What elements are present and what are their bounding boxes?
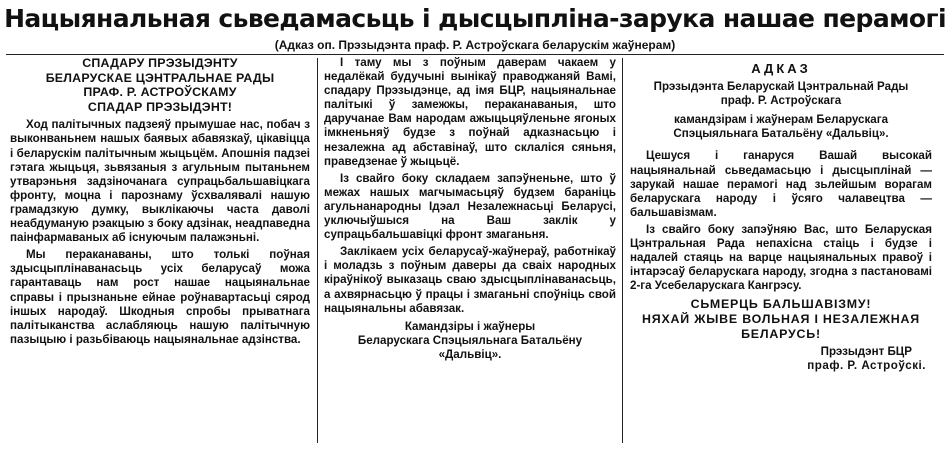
reply-paragraph: Цешуся і ганаруся Вашай высокай нацыянальнай сьведамасьцю і дысцыплінай — зарукай нашае перамогі над зьлейшым ворагам беларускага народу і ўсяго чалавецтва — бальшавізмам.: [630, 149, 932, 219]
reply-paragraph: Із свайго боку запэўняю Вас, што Беларуская Цэнтральная Рада непахісна стаіць і будзе і надалей стаяць на варце нацыянальных правоў і інтарэсаў беларускага народу, згодна з пастановамі 2-га Усебеларускага Кангрэсу.: [630, 222, 932, 293]
letter-signature-line: «Дальвіц».: [438, 347, 502, 361]
letter-paragraph: Заклікаем усіх беларусаў-жаўнераў, работнікаў і моладзь з поўным даверы да сваіх народных кіраўнікоў выказаць сваю здысцыплінаванасьць, а ахвярнасьцю ў працы і змаганьні споўніць свой нацыянальны абавязак.: [324, 245, 616, 315]
reply-addressee: камандзірам і жаўнерам Беларускага Спэцыяльнага Батальёну «Дальвіц».: [673, 113, 889, 141]
column-divider-1: [317, 58, 318, 443]
column-reply: [630, 56, 932, 373]
article-headline: Нацыянальная сьведамасьць і дысцыпліна-зарука нашае перамогі: [4, 4, 946, 33]
letter-signature-line: Камандзіры і жаўнеры: [404, 319, 536, 333]
letter-address-line: БЕЛАРУСКАЕ ЦЭНТРАЛЬНАЕ РАДЫ: [45, 70, 275, 85]
letter-paragraph: Мы пераканаваны, што толькі поўная здысцыплінаванасьць усіх беларусаў можа гарантаваць нам рост нашае нацыянальнае справы і прызнаньне ейнае роўнавартасьці сярод іншых народаў. Шкодныя спробы прыватнага палітыканства аслабляюць нашую палітычную пазыцыю і разьбіваюць нацыянальнае адзінства.: [10, 248, 310, 346]
column-letter: [10, 56, 310, 347]
letter-address-line: СПАДАРУ ПРЭЗЫДЭНТУ: [82, 56, 238, 70]
reply-signature-line: Прэзыдэнт БЦР: [820, 345, 912, 359]
letter-salutation: СПАДАР ПРЭЗЫДЭНТ!: [87, 99, 233, 114]
letter-paragraph: Ход палітычных падзеяў прымушае нас, побач з выконваньнем нашых баявых абавязкаў, цікавіцца і беларускім палітычным жыцьцём. Апошнія падзеі гэтага жыцьця, зьвязаныя з агульным пытаньнем утварэньня задзіночанага супрацьбальшавіцкага фронту, моцна і парознаму ўсхвалявалі нашую грамадзкую думку, выклікаючы часта даволі неабдуманую рэакцыю з боку адзінак, неадпаведна паінфармаваных аб існуючым палажэньні.: [10, 118, 311, 245]
top-rule: [6, 54, 944, 55]
column-letter-continued: [324, 56, 616, 362]
letter-signature-line: Беларускага Спэцыяльнага Батальёну: [357, 333, 583, 347]
reply-signature-line: праф. Р. Астроўскі.: [807, 359, 926, 373]
column-divider-2: [622, 58, 623, 443]
letter-paragraph: Із свайго боку складаем запэўненьне, што ў межах нашых магчымасьцяў будзем бараніць агульнанародны Ідэал Незалежнасьці Беларусі, уключыўшыся на Ваш заклік у супрацьбальшавіцкі фронт змаганьня.: [324, 171, 616, 242]
letter-paragraph: І таму мы з поўным даверам чакаем у недалёкай будучыні вынікаў праводжаняй Вамі, спадару Прэзыдэнце, ад імя БЦР, нацыянальнае палітыкі ў замежжы, пераканаваныя, што даручанае Вам народам ажыцьцяўленьне ягоных імкненьняў будзе з поўнай адказнасьцю і незалежна ад абставінаў, што склаліся сяньня, праведзенае ў жыцьцё.: [324, 56, 616, 168]
reply-author-line: праф. Р. Астроўскага: [720, 94, 842, 108]
reply-title: АДКАЗ: [751, 61, 811, 76]
article-subheadline: (Адказ оп. Прэзыдэнта праф. Р. Астроўскага беларускім жаўнерам): [274, 38, 676, 52]
reply-slogan: СЬМЕРЦЬ БАЛЬШАВІЗМУ!: [690, 297, 872, 312]
reply-author-line: Прэзыдэнта Беларускай Цэнтральнай Рады: [653, 80, 909, 94]
reply-slogan: НЯХАЙ ЖЫВЕ ВОЛЬНАЯ І НЕЗАЛЕЖНАЯ БЕЛАРУСЬ!: [642, 312, 920, 341]
letter-address-line: ПРАФ. Р. АСТРОЎСКАМУ: [83, 85, 237, 100]
